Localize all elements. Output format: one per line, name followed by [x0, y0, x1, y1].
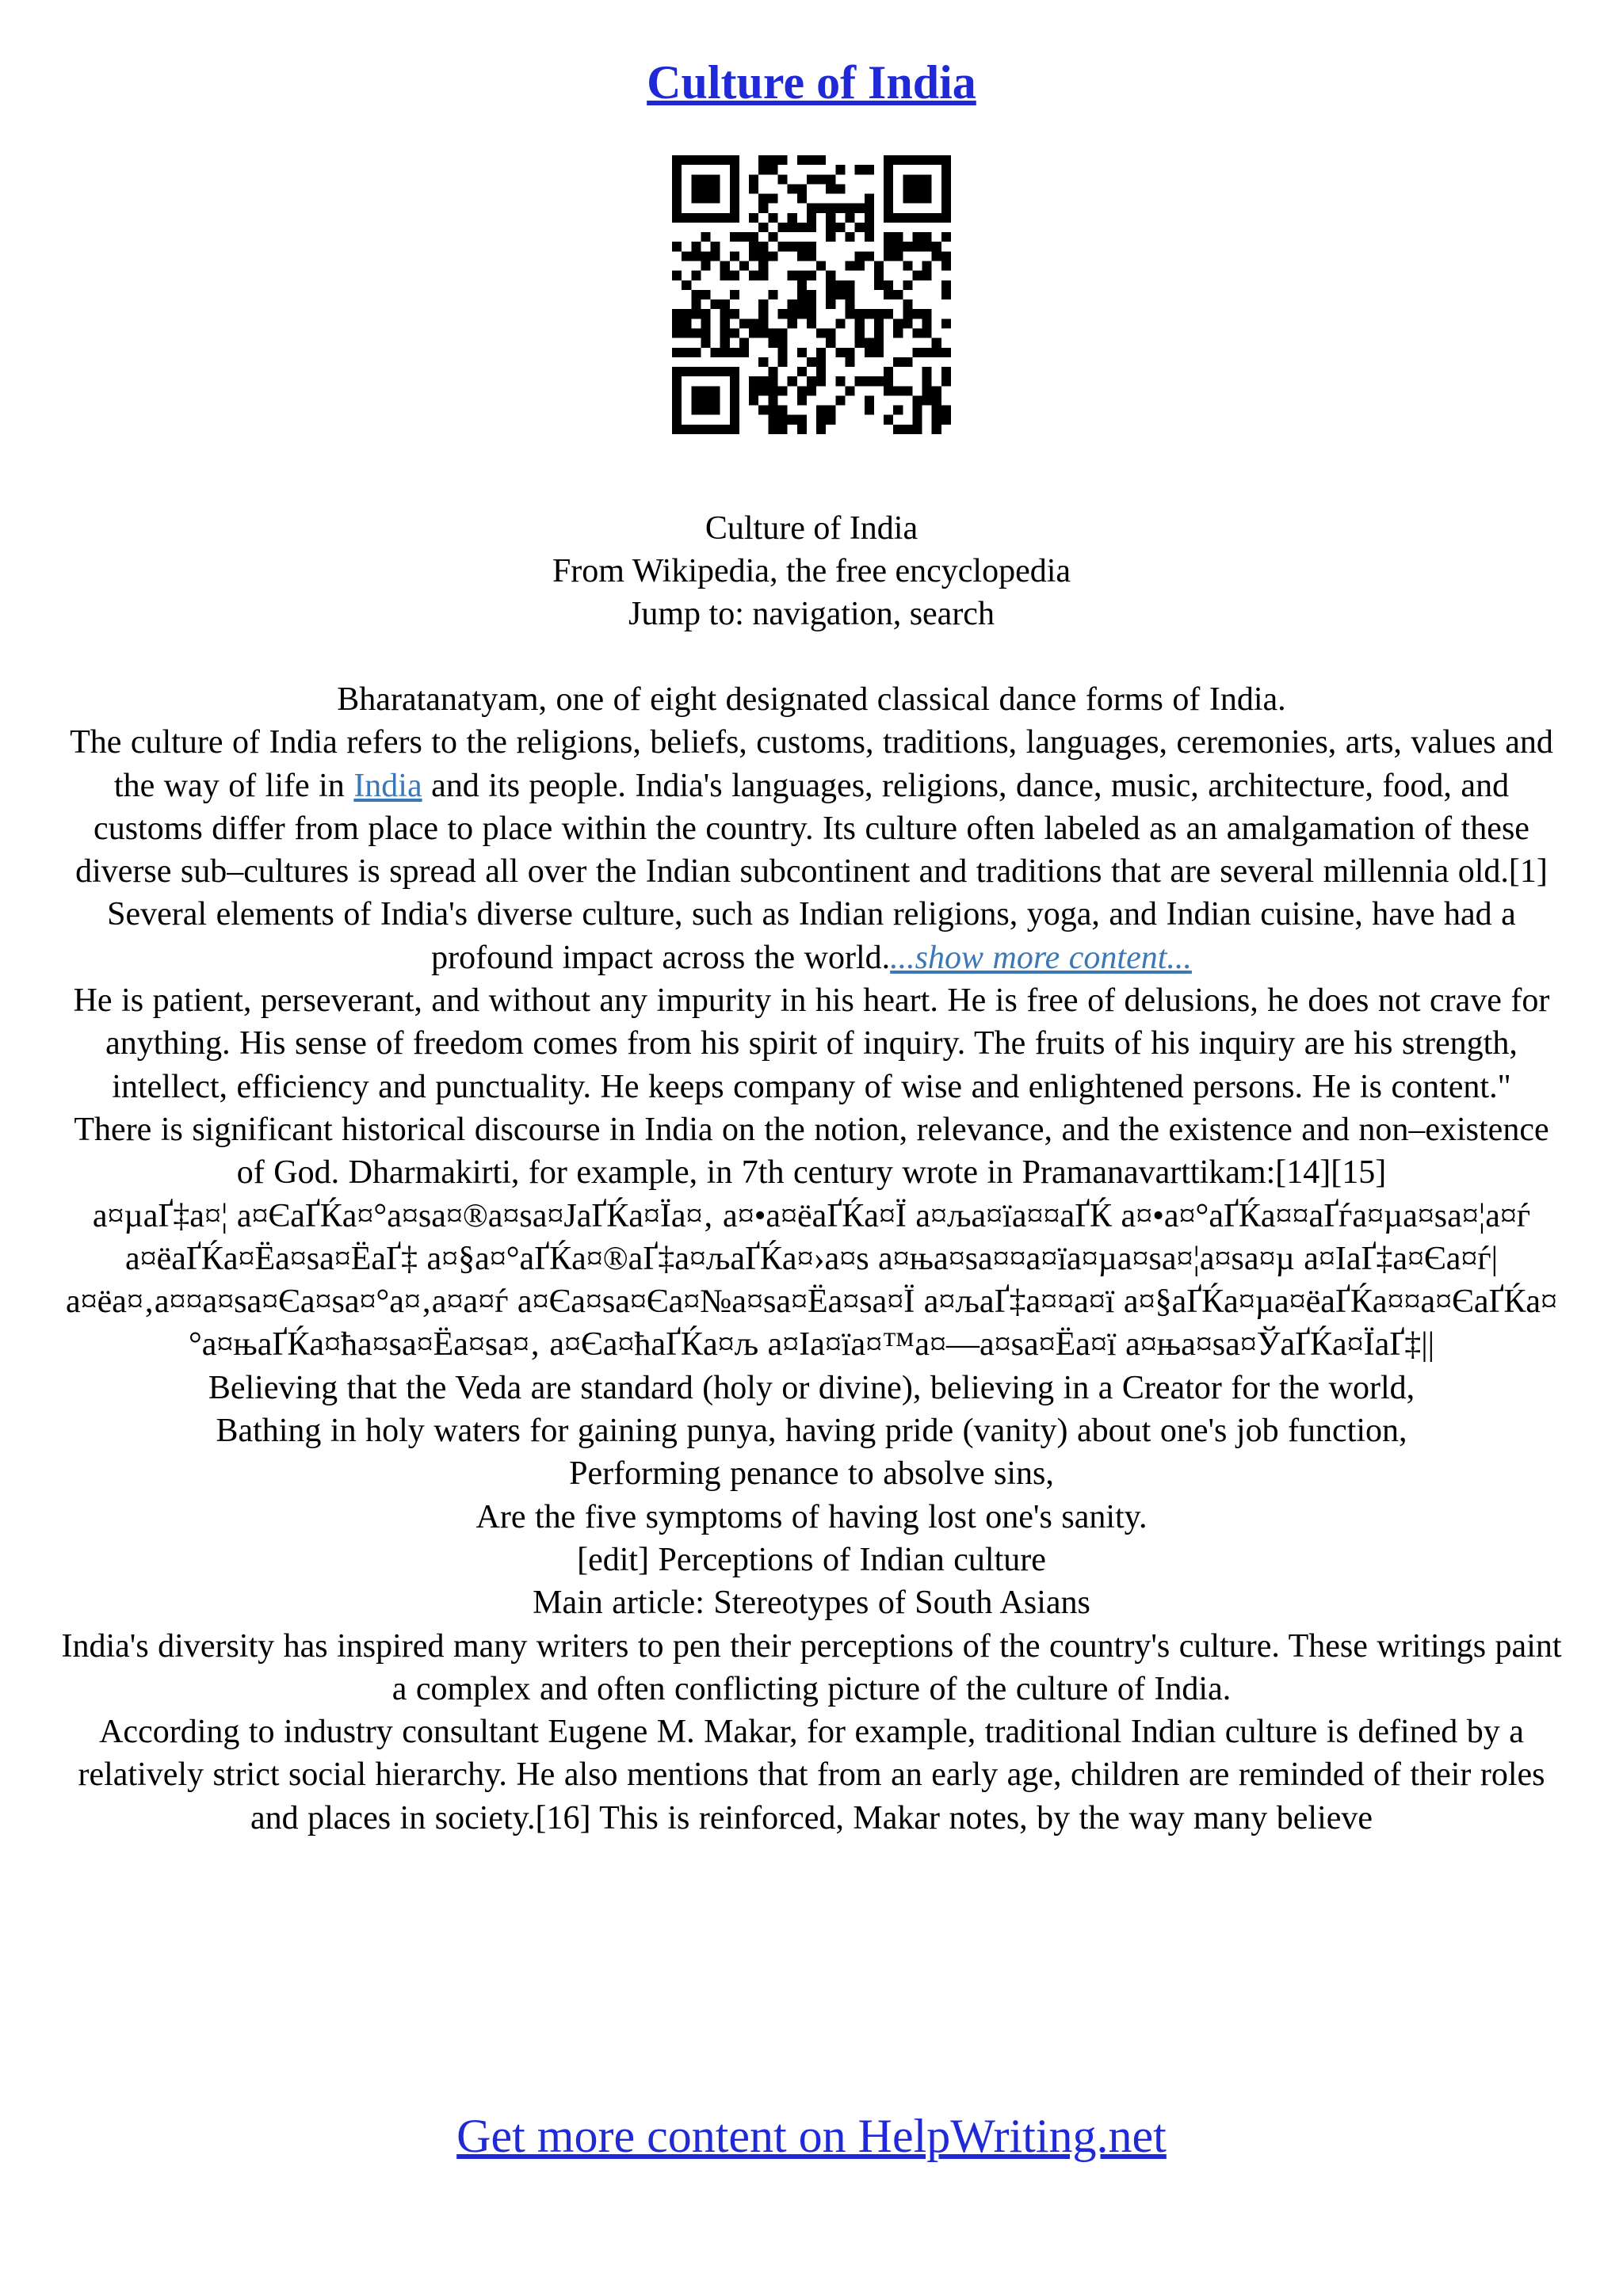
paragraph-makar: According to industry consultant Eugene M. Makar, for example, traditional Indian culture is defined by a relatively strict social hierarchy. He also mentions that from an early age, children are reminded of their roles and places in society.[16] This is reinforced, Makar notes, by the way many believe	[78, 1714, 1545, 1836]
sanskrit-verse-line2: а¤ёа¤‚а¤¤а¤ѕа¤Єа¤ѕа¤°а¤‚а¤а¤ѓ а¤Єа¤ѕа¤Єа¤№а¤ѕа¤Ёа¤ѕа¤Ї а¤љаҐ‡а¤¤а¤ї а¤§аҐЌа¤µа¤ёаҐЌа¤¤а¤ЄаҐЌа¤°а¤њаҐЌа¤ћа¤ѕа¤Ёа¤ѕа¤‚ а¤Єа¤ћаҐЌа¤љ а¤Іа¤їа¤™а¤—а¤ѕа¤Ёа¤ї а¤ња¤ѕа¤ЎаҐЌа¤ЇаҐ‡||	[65, 1283, 1558, 1363]
verse-translation-1: Believing that the Veda are standard (holy or divine), believing in a Creator for the world,	[208, 1369, 1415, 1406]
qr-code-icon	[672, 155, 951, 434]
paragraph-diversity: India's diversity has inspired many writers to pen their perceptions of the country's culture. These writings paint a complex and often conflicting picture of the culture of India.	[61, 1627, 1562, 1707]
intro-source: From Wikipedia, the free encyclopedia	[552, 553, 1071, 589]
article-body	[60, 678, 1563, 1840]
main-article-note: Main article: Stereotypes of South Asians	[533, 1585, 1090, 1622]
footer-helpwriting-link[interactable]: Get more content on HelpWriting.net	[456, 2110, 1167, 2162]
paragraph-text: and its people. India's languages, religions, dance, music, architecture, food, and customs differ from place to place within the country. Its culture often labeled as an amalgamation of these diverse sub–cultures is spread all over the Indian subcontinent and traditions that are several millennia old.[1] Several elements of India's diverse culture, such as Indian religions, yoga, and Indian cuisine, have had a profound impact across the world.	[75, 767, 1548, 976]
india-link[interactable]: India	[353, 767, 422, 804]
page-title-link[interactable]: Culture of India	[647, 56, 976, 109]
intro-title: Culture of India	[705, 510, 918, 547]
paragraph-discourse: There is significant historical discourse in India on the notion, relevance, and the existence and non–existence of God. Dharmakirti, for example, in 7th century wrote in Pramanavarttikam:[14][15]	[74, 1111, 1549, 1192]
paragraph-intro	[60, 721, 1563, 979]
intro-header	[0, 507, 1623, 635]
image-caption: Bharatanatyam, one of eight designated classical dance forms of India.	[337, 681, 1286, 718]
verse-translation-4: Are the five symptoms of having lost one's sanity.	[475, 1498, 1148, 1535]
paragraph-text: The culture of India refers to the religions, beliefs, customs, traditions, languages, ceremonies, arts, values and the way of life in	[70, 724, 1553, 804]
sanskrit-verse-line1: а¤µаҐ‡а¤¦ а¤ЄаҐЌа¤°а¤ѕа¤®а¤ѕа¤ЈаҐЌа¤Їа¤‚ а¤•а¤ёаҐЌа¤Ї а¤ља¤їа¤¤аҐЌ а¤•а¤°аҐЌа¤¤аҐѓа¤µа¤ѕа¤¦а¤ѓ а¤ёаҐЌа¤Ёа¤ѕа¤ЁаҐ‡ а¤§а¤°аҐЌа¤®аҐ‡а¤љаҐЌа¤›а¤ѕ а¤ња¤ѕа¤¤а¤їа¤µа¤ѕа¤¦а¤ѕа¤µ а¤ІаҐ‡а¤Єа¤ѓ|	[92, 1197, 1531, 1277]
verse-translation-3: Performing penance to absolve sins,	[569, 1455, 1054, 1493]
paragraph-patient: He is patient, perseverant, and without any impurity in his heart. He is free of delusions, he does not crave for anything. His sense of freedom comes from his spirit of inquiry. The fruits of his inquiry are his strength, intellect, efficiency and punctuality. He keeps company of wise and enlightened persons. He is content."	[73, 982, 1550, 1105]
show-more-link[interactable]: ...show more content...	[890, 939, 1192, 976]
intro-jump: Jump to: navigation, search	[628, 596, 995, 632]
verse-translation-2: Bathing in holy waters for gaining punya, having pride (vanity) about one's job function,	[216, 1413, 1407, 1450]
section-heading: [edit] Perceptions of Indian culture	[577, 1541, 1046, 1578]
